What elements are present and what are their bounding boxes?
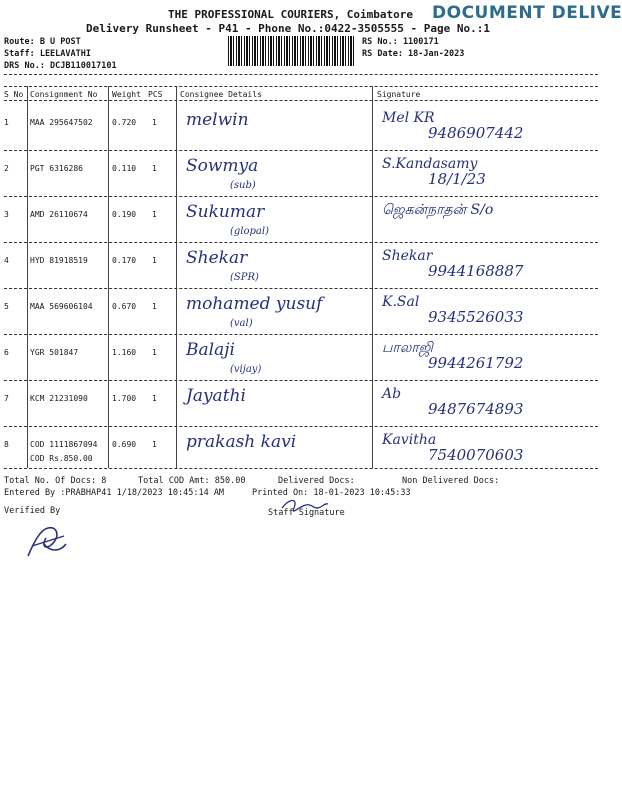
drs-number: DRS No.: DCJB110017101: [4, 61, 117, 71]
table-bottom-line: [4, 468, 598, 469]
row-divider: [4, 242, 598, 243]
consignee-note: (vijay): [230, 364, 262, 375]
consignment-number: MAA 295647502: [30, 118, 93, 127]
barcode: [228, 36, 356, 66]
col-pcs: PCS: [148, 90, 163, 99]
consignment-number: COD 1111867094: [30, 440, 98, 449]
entered-by: Entered By :PRABHAP41 1/18/2023 10:45:14 AM: [4, 488, 225, 498]
row-pcs: 1: [152, 118, 157, 127]
receiver-signature: Shekar: [382, 248, 433, 264]
staff-signature-scribble: [280, 496, 330, 514]
receiver-phone: 9944168887: [428, 262, 524, 280]
consignee-name: Balaji: [186, 340, 235, 360]
receiver-phone: 7540070603: [428, 446, 524, 464]
route-label: Route: B U POST: [4, 37, 81, 47]
consignee-name: mohamed yusuf: [186, 294, 323, 314]
col-consignment: Consignment No: [30, 90, 98, 99]
non-delivered-docs: Non Delivered Docs:: [402, 476, 500, 486]
company-title: THE PROFESSIONAL COURIERS, Coimbatore: [168, 8, 414, 21]
receiver-signature: Mel KR: [382, 110, 435, 126]
col-signature: Signature: [377, 90, 421, 99]
consignee-name: Jayathi: [186, 386, 246, 406]
receiver-signature: ஜெகன்நாதன் S/o: [382, 202, 494, 218]
consignment-number: MAA 569606104: [30, 302, 93, 311]
row-sno: 8: [4, 440, 9, 449]
row-divider: [4, 288, 598, 289]
column-divider: [176, 86, 177, 468]
column-divider: [372, 86, 373, 468]
rs-number: RS No.: 1100171: [362, 37, 439, 47]
consignment-number: AMD 26110674: [30, 210, 88, 219]
consignee-name: Sukumar: [186, 202, 265, 222]
header-divider: [4, 74, 598, 75]
column-divider: [108, 86, 109, 468]
row-divider: [4, 380, 598, 381]
consignment-number: YGR 501847: [30, 348, 79, 357]
row-pcs: 1: [152, 256, 157, 265]
receiver-signature: பாலாஜி: [382, 340, 433, 356]
consignment-number: HYD 81918519: [30, 256, 88, 265]
col-sno: S No: [4, 90, 24, 99]
runsheet-subtitle: Delivery Runsheet - P41 - Phone No.:0422-3505555 - Page No.:1: [86, 22, 490, 35]
consignment-number: PGT 6316286: [30, 164, 83, 173]
row-pcs: 1: [152, 164, 157, 173]
row-pcs: 1: [152, 302, 157, 311]
consignee-name: Sowmya: [186, 156, 259, 176]
staff-label: Staff: LEELAVATHI: [4, 49, 91, 59]
total-docs: Total No. Of Docs: 8: [4, 476, 107, 486]
receiver-phone: 9486907442: [428, 124, 524, 142]
consignee-name: Shekar: [186, 248, 248, 268]
table-top-line: [4, 86, 598, 87]
row-weight: 0.720: [112, 118, 137, 127]
row-divider: [4, 196, 598, 197]
consignee-note: (SPR): [230, 272, 259, 283]
row-pcs: 1: [152, 348, 157, 357]
receiver-phone: 9487674893: [428, 400, 524, 418]
verifier-signature-scribble: [24, 522, 70, 562]
consignee-note: (glopal): [230, 226, 269, 237]
row-pcs: 1: [152, 210, 157, 219]
row-sno: 6: [4, 348, 9, 357]
column-divider: [27, 86, 28, 468]
row-sno: 3: [4, 210, 9, 219]
row-sno: 7: [4, 394, 9, 403]
receiver-signature: S.Kandasamy: [382, 156, 478, 172]
row-weight: 1.160: [112, 348, 137, 357]
consignee-note: (sub): [230, 180, 256, 191]
row-pcs: 1: [152, 394, 157, 403]
document-delivery-stamp: DOCUMENT DELIVE: [432, 3, 622, 23]
delivered-docs: Delivered Docs:: [278, 476, 355, 486]
row-weight: 0.690: [112, 440, 137, 449]
column-header-line: [4, 100, 598, 101]
rs-date: RS Date: 18-Jan-2023: [362, 49, 465, 59]
col-consignee: Consignee Details: [180, 90, 262, 99]
row-divider: [4, 426, 598, 427]
row-weight: 0.670: [112, 302, 137, 311]
cod-amount: COD Rs.850.00: [30, 454, 93, 463]
row-sno: 4: [4, 256, 9, 265]
verified-by-label: Verified By: [4, 506, 61, 516]
total-cod-amount: Total COD Amt: 850.00: [138, 476, 246, 486]
row-divider: [4, 150, 598, 151]
receiver-phone: 9345526033: [428, 308, 524, 326]
receiver-signature: Kavitha: [382, 432, 437, 448]
col-weight: Weight: [112, 90, 141, 99]
receiver-phone: 18/1/23: [428, 170, 486, 188]
row-weight: 0.110: [112, 164, 137, 173]
row-weight: 1.700: [112, 394, 137, 403]
receiver-phone: 9944261792: [428, 354, 524, 372]
row-pcs: 1: [152, 440, 157, 449]
row-sno: 5: [4, 302, 9, 311]
consignment-number: KCM 21231090: [30, 394, 88, 403]
row-weight: 0.170: [112, 256, 137, 265]
consignee-name: prakash kavi: [186, 432, 297, 452]
consignee-note: (val): [230, 318, 253, 329]
receiver-signature: Ab: [382, 386, 402, 402]
row-sno: 1: [4, 118, 9, 127]
printed-on: Printed On: 18-01-2023 10:45:33: [252, 488, 411, 498]
staff-signature-label: Staff Signature: [268, 508, 345, 518]
consignee-name: melwin: [186, 110, 249, 130]
row-divider: [4, 334, 598, 335]
row-weight: 0.190: [112, 210, 137, 219]
receiver-signature: K.Sal: [382, 294, 420, 310]
row-sno: 2: [4, 164, 9, 173]
